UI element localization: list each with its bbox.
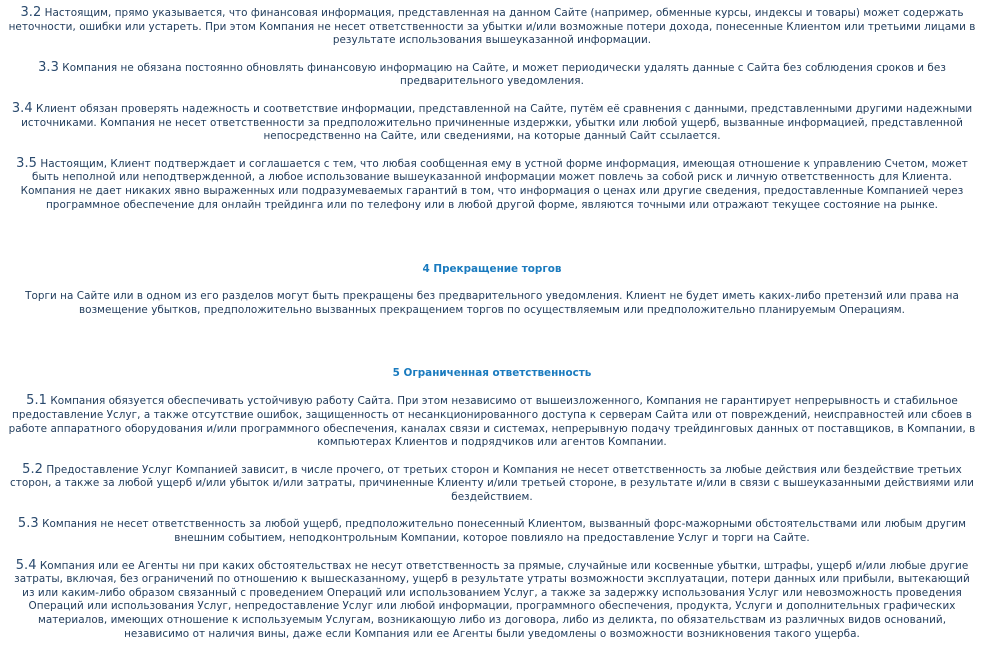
clause-5-3 [8, 517, 976, 545]
section-spacer [8, 330, 976, 366]
clause-text: Компания не обязана постоянно обновлять финансовую информацию на Сайте, и может периодически удалять данные с Сайта без соблюдения сроков и без предварительного уведомления. [62, 61, 946, 88]
clause-5-1 [8, 394, 976, 449]
section-heading-5: 5 Ограниченная ответственность [392, 367, 592, 380]
clause-text: Предоставление Услуг Компанией зависит, в числе прочего, от третьих сторон и Компания не несет ответственность за любые действия или бездействие третьих сторон, а также за любой ущерб и/или убыток и/или затраты, причиненные Клиенту и/или третьей стороне, в результате и/или в связи с вышеуказанными действиями или бездействием. [10, 463, 974, 503]
clause-3-5 [8, 157, 976, 212]
clause-number: 5.4 [15, 557, 37, 573]
clause-number: 3.4 [11, 100, 33, 116]
clause-5-2 [8, 463, 976, 505]
section-spacer [8, 225, 976, 262]
clause-3-3 [8, 61, 976, 89]
clause-number: 5.1 [26, 393, 47, 409]
clause-3-2 [8, 6, 976, 48]
clause-text: Клиент обязан проверять надежность и соответствие информации, представленной на Сайте, путём её сравнения с данными, представленными другими надежными источниками. Компания не несет ответственности за предположительно причиненные издержки, убытки или любой ущерб, вызванные информацией, представленной непосредственно на Сайте, или сведениями, на которые данный Сайт ссылается. [21, 102, 973, 143]
clause-number: 5.2 [22, 461, 43, 477]
clause-5-4 [8, 559, 976, 642]
clause-number: 3.3 [38, 59, 59, 75]
clause-text: Настоящим, прямо указывается, что финансовая информация, представленная на данном Сайте (например, обменные курсы, индексы и товары) может содержать неточности, ошибки или устареть. При этом Компания не несет ответственности за убытки и/или возможные потери дохода, понесенные Клиентом или третьими лицами в результате использования вышеуказанной информации. [8, 7, 976, 47]
clause-text: Компания или ее Агенты ни при каких обстоятельствах не несут ответственность за прямые, случайные или косвенные убытки, штрафы, ущерб и/или любые другие затраты, включая, без ограничений по отношению к вышесказанному, ущерб в результате утраты возможности эксплуатации, потери данных или прибыли, вытекающий из или каким-либо образом связанный с проведением Операций или использованием Услуг, а также за задержку использования Услуг или невозможность проведения Операций или использования Услуг, непредоставление Услуг или любой информации, программного обеспечения, продукта, Услуги и дополнительных графических материалов, имеющих отношение к используемым Услугам, возникающую либо из договора, либо из деликта, по обязательствам из различных видов оснований, независимо от наличия вины, даже если Компания или ее Агенты были уведомлены о возможности возникновения такого ущерба. [14, 559, 970, 640]
section-4-text: Торги на Сайте или в одном из его разделов могут быть прекращены без предварительного уведомления. Клиент не будет иметь каких-либо претензий или права на возмещение убытков, предположительно вызванных прекращением торгов по осуществляемым или предположительно планируемым Операциям. [25, 290, 959, 316]
section-heading-4: 4 Прекращение торгов [422, 263, 562, 276]
clause-3-4 [8, 102, 976, 144]
clause-number: 3.5 [16, 155, 37, 171]
clause-text: Компания не несет ответственность за любой ущерб, предположительно понесенный Клиентом, вызванный форс-мажорными обстоятельствами или любым другим внешним событием, неподконтрольным Компании, которое повлияло на предоставление Услуг и торги на Сайте. [42, 518, 967, 545]
clause-number: 5.3 [17, 516, 39, 532]
clause-number: 3.2 [20, 5, 42, 20]
clause-text: Настоящим, Клиент подтверждает и соглашается с тем, что любая сообщенная ему в устной форме информация, имеющая отношение к управлению Счетом, может быть неполной или неподтвержденной, а любое использование вышеуказанной информации может повлечь за собой риск и личную ответственность для Клиента. Компания не дает никаких явно выраженных или подразумеваемых гарантий в том, что информация о ценах или другие сведения, предоставленные Компанией через программное обеспечение для онлайн трейдинга или по телефону или в любой другой форме, являются точными или отражают текущее состояние на рынке. [20, 157, 968, 211]
clause-text: Компания обязуется обеспечивать устойчивую работу Сайта. При этом независимо от вышеизложенного, Компания не гарантирует непрерывность и стабильное предоставление Услуг, а также отсутствие ошибок, защищенность от несанкционированного доступа к серверам Сайта или от повреждений, неисправностей или сбоев в работе аппаратного оборудования и/или программного обеспечения, каналах связи и системах, непрерывную подачу трейдинговых данных от поставщиков, в Компании, в компьютерах Клиентов и подрядчиков или агентов Компании. [8, 395, 976, 449]
